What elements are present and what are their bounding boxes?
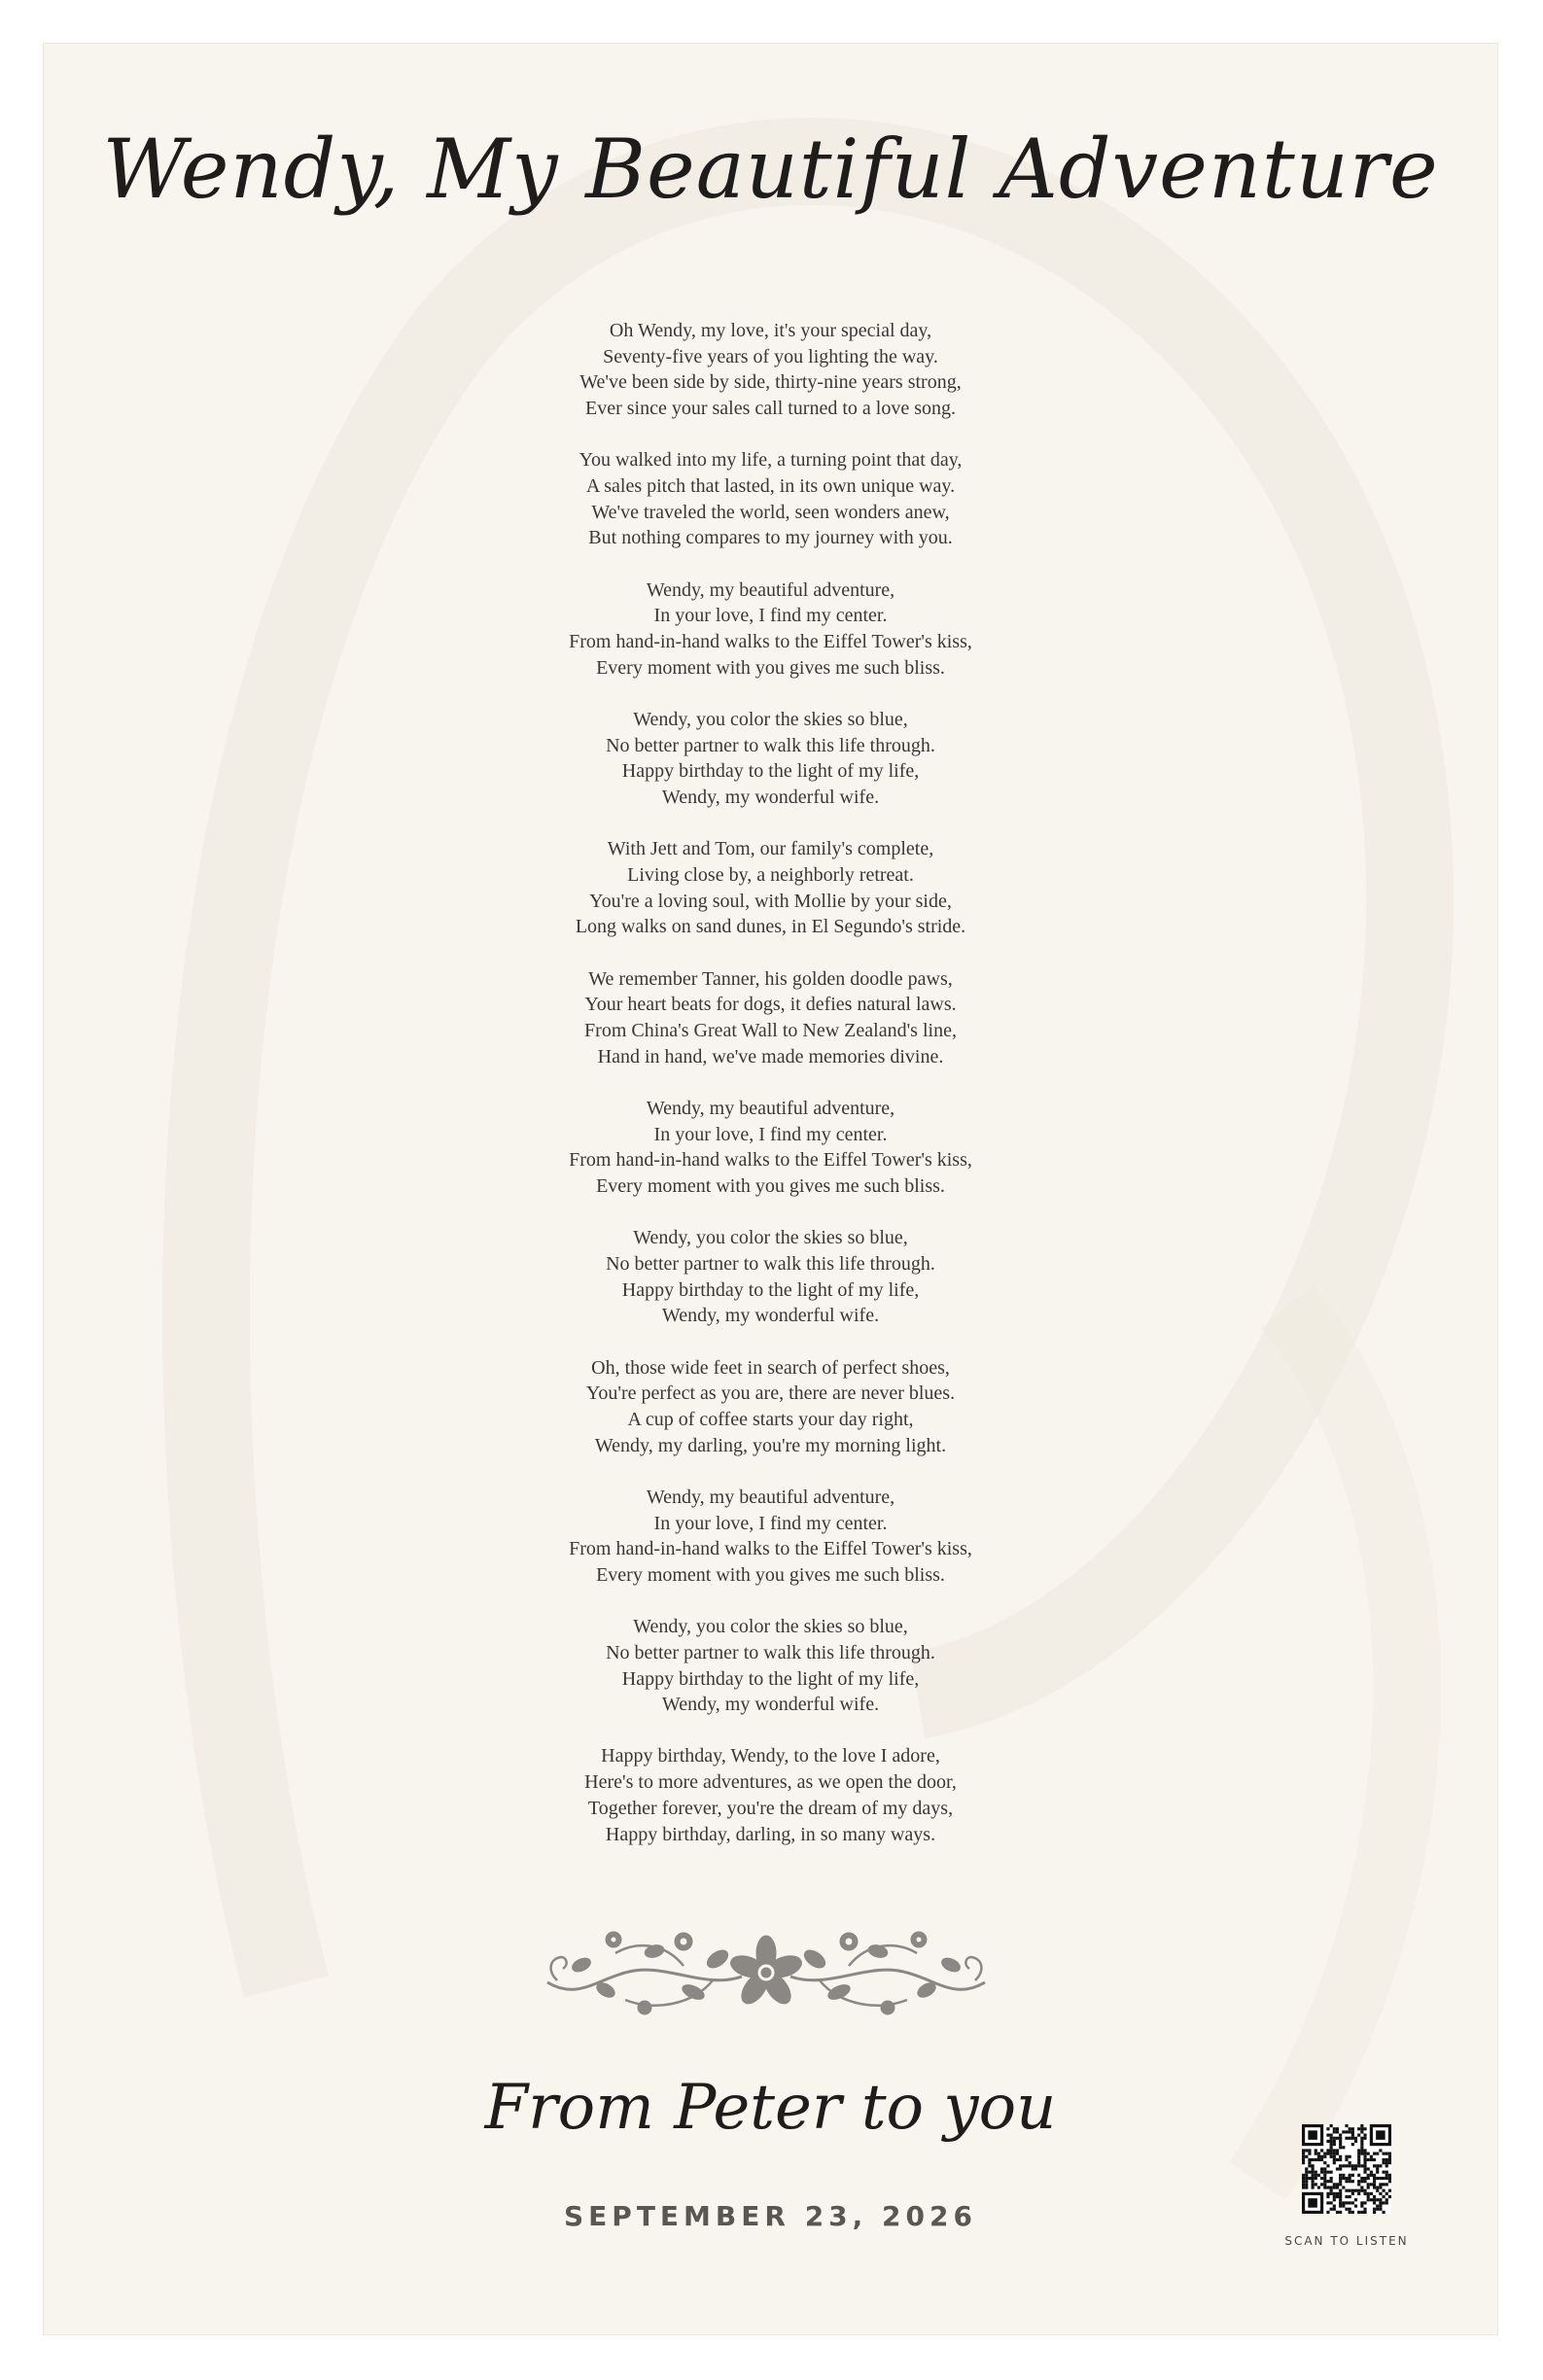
stanza: [44, 447, 1497, 551]
lyric-line: Happy birthday, darling, in so many ways.: [605, 1823, 936, 1845]
lyric-line: Happy birthday to the light of my life,: [621, 1278, 920, 1301]
lyric-line: You walked into my life, a turning point that day,: [579, 449, 963, 472]
lyric-line: Happy birthday to the light of my life,: [621, 1667, 920, 1690]
stanza: [44, 966, 1497, 1070]
lyric-line: Wendy, my wonderful wife.: [661, 1305, 880, 1327]
lyric-line: Wendy, you color the skies so blue,: [633, 1616, 908, 1638]
stanza: [44, 1355, 1497, 1459]
lyric-line: From hand-in-hand walks to the Eiffel Tower's kiss,: [569, 1538, 972, 1560]
lyric-line: Wendy, my beautiful adventure,: [646, 1486, 895, 1508]
lyric-line: In your love, I find my center.: [653, 605, 888, 627]
lyric-line: Wendy, you color the skies so blue,: [633, 1227, 908, 1249]
lyric-line: We remember Tanner, his golden doodle paws,: [588, 967, 953, 990]
date: SEPTEMBER 23, 2026: [564, 2200, 977, 2232]
lyric-line: We've traveled the world, seen wonders anew,: [591, 501, 950, 523]
lyric-line: You're a loving soul, with Mollie by your side,: [589, 890, 952, 912]
lyric-line: Happy birthday to the light of my life,: [621, 760, 920, 783]
lyric-line: A sales pitch that lasted, in its own unique way.: [585, 475, 956, 498]
lyric-line: You're perfect as you are, there are never blues.: [585, 1382, 956, 1405]
lyric-line: Wendy, my wonderful wife.: [661, 787, 880, 809]
lyric-line: We've been side by side, thirty-nine years strong,: [579, 371, 962, 394]
lyric-line: Long walks on sand dunes, in El Segundo's stride.: [575, 916, 966, 938]
lyric-line: Here's to more adventures, as we open the door,: [584, 1771, 957, 1794]
lyric-line: Happy birthday, Wendy, to the love I adore,: [601, 1745, 940, 1768]
stanza: [44, 1743, 1497, 1847]
stanza: [44, 318, 1497, 422]
lyric-line: Wendy, my beautiful adventure,: [646, 1097, 895, 1119]
lyric-line: But nothing compares to my journey with you.: [588, 527, 953, 549]
lyric-line: Oh Wendy, my love, it's your special day,: [609, 320, 932, 341]
poster: [43, 43, 1498, 2335]
qr-caption: SCAN TO LISTEN: [1284, 2234, 1409, 2248]
signature: From Peter to you: [484, 2072, 1057, 2144]
lyric-line: Seventy-five years of you lighting the way.: [603, 345, 938, 368]
lyric-line: Wendy, my beautiful adventure,: [646, 578, 895, 601]
lyric-line: Together forever, you're the dream of my days,: [587, 1797, 954, 1819]
lyric-line: Hand in hand, we've made memories divine.: [597, 1045, 944, 1068]
lyric-line: Oh, those wide feet in search of perfect shoes,: [591, 1356, 950, 1379]
lyrics: [44, 318, 1497, 1873]
lyric-line: From hand-in-hand walks to the Eiffel Tower's kiss,: [569, 1149, 972, 1172]
lyric-line: Your heart beats for dogs, it defies natural laws.: [584, 994, 957, 1016]
stanza: [44, 707, 1497, 811]
lyric-line: No better partner to walk this life through.: [606, 734, 935, 756]
lyric-line: No better partner to walk this life through.: [606, 1252, 935, 1275]
lyric-line: In your love, I find my center.: [653, 1123, 888, 1145]
stanza: [44, 1614, 1497, 1718]
lyric-line: Wendy, my wonderful wife.: [661, 1694, 880, 1716]
lyric-line: Wendy, my darling, you're my morning light.: [594, 1434, 947, 1456]
stanza: [44, 1225, 1497, 1329]
stanza: [44, 1485, 1497, 1589]
lyric-line: Every moment with you gives me such bliss.: [596, 1174, 945, 1197]
lyric-line: Ever since your sales call turned to a love song.: [585, 398, 956, 420]
lyric-line: From China's Great Wall to New Zealand's line,: [584, 1019, 957, 1041]
lyric-line: A cup of coffee starts your day right,: [627, 1408, 914, 1430]
stanza: [44, 578, 1497, 682]
lyric-line: With Jett and Tom, our family's complete,: [607, 838, 934, 860]
lyric-line: In your love, I find my center.: [653, 1512, 888, 1534]
page-title: Wendy, My Beautiful Adventure: [102, 122, 1439, 217]
stanza: [44, 836, 1497, 940]
qr-code-icon[interactable]: [1302, 2124, 1391, 2214]
lyric-line: No better partner to walk this life through.: [606, 1641, 935, 1663]
stanza: [44, 1096, 1497, 1200]
lyric-line: From hand-in-hand walks to the Eiffel Tower's kiss,: [569, 631, 972, 653]
lyric-line: Living close by, a neighborly retreat.: [627, 863, 914, 886]
floral-divider-icon: [538, 1922, 995, 2023]
lyric-line: Wendy, you color the skies so blue,: [633, 708, 908, 730]
lyric-line: Every moment with you gives me such bliss.: [596, 656, 945, 679]
lyric-line: Every moment with you gives me such bliss.: [596, 1563, 945, 1586]
